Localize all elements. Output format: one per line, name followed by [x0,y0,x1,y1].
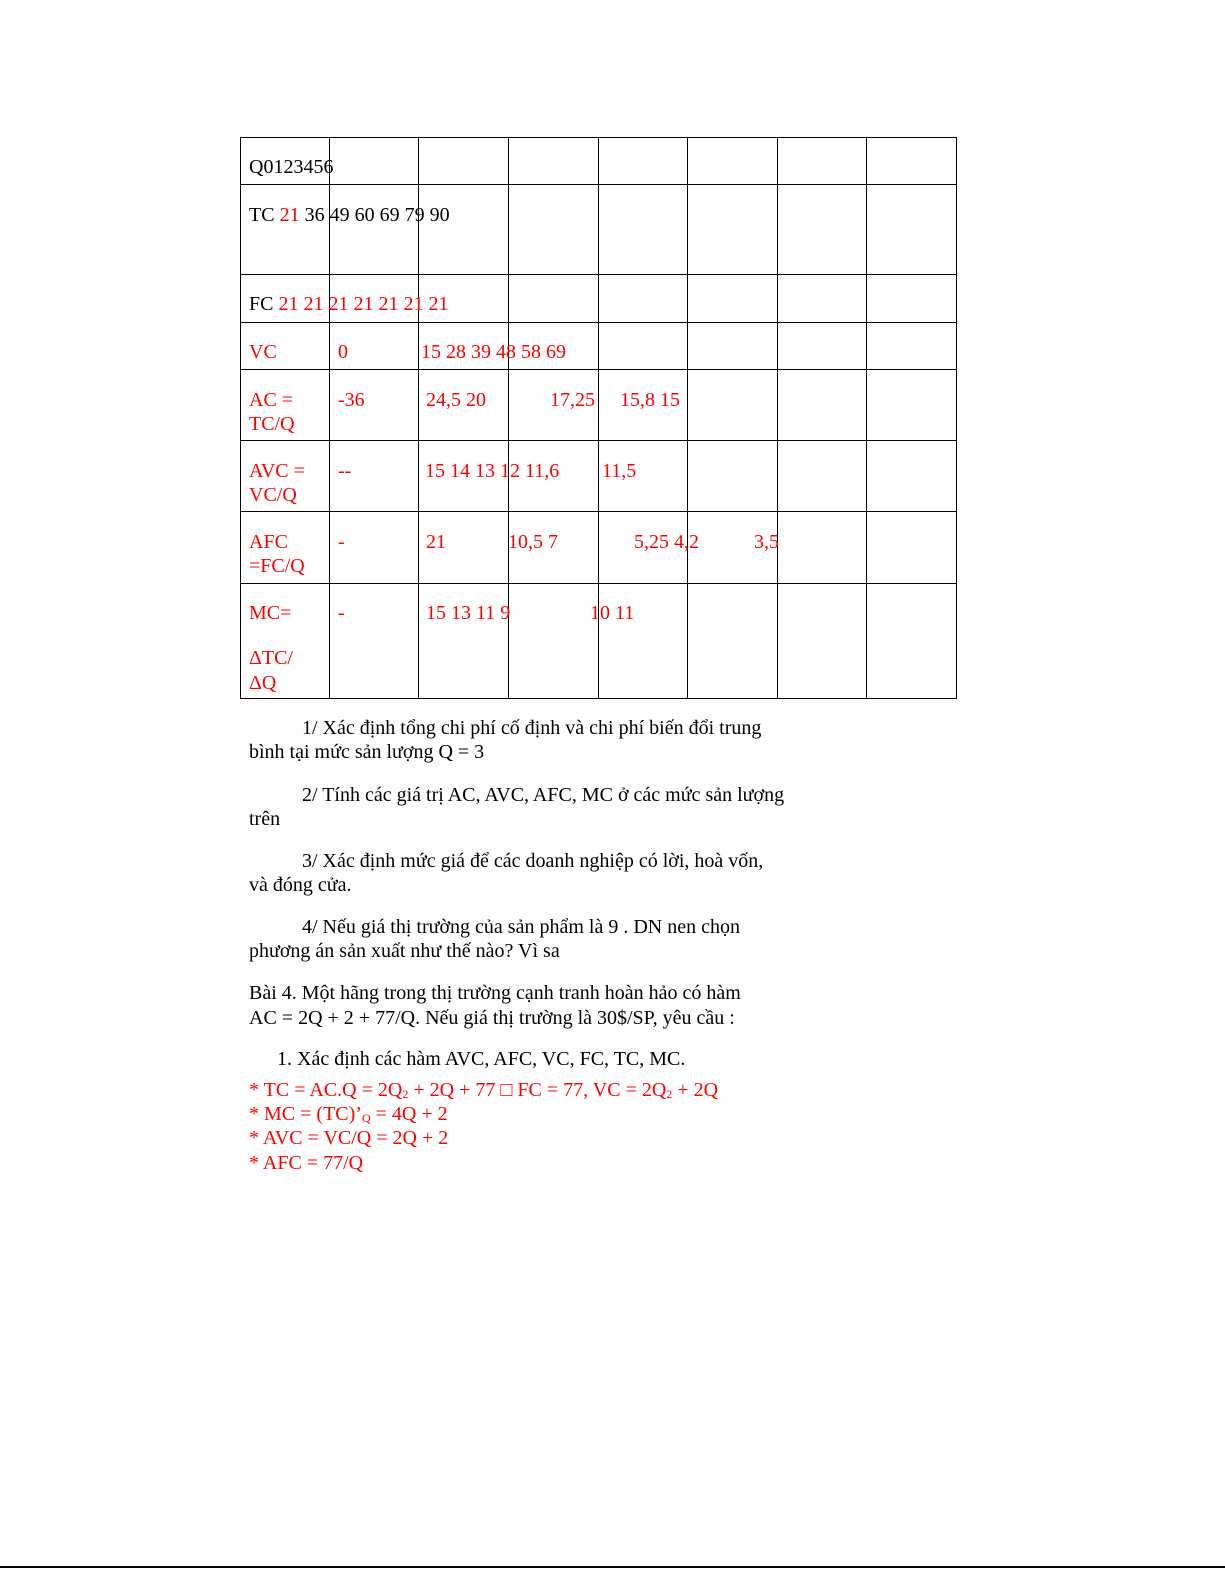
row-tc-values: 36 49 60 69 79 90 [304,204,450,226]
question-3-line-1: 3/ Xác định mức giá để các doanh nghiệp có lời, hoà vốn, [302,850,764,872]
answer-mc-sub: Q [361,1111,371,1125]
row-fc-values: 21 21 21 21 21 21 21 [278,293,449,315]
row-avc-label-2: VC/Q [249,484,297,506]
answer-avc: * AVC = VC/Q = 2Q + 2 [249,1127,449,1149]
question-3-line-2: và đóng cửa. [249,874,352,896]
answer-tc-sub-1: 2 [402,1087,409,1101]
row-afc-label-2: =FC/Q [249,555,305,577]
answer-tc-part-3: + 2Q [672,1079,719,1101]
answer-tc-part-1: * TC = AC.Q = 2Q [249,1079,403,1101]
exercise-item-1: 1. Xác định các hàm AVC, AFC, VC, FC, TC, MC. [277,1048,686,1070]
row-mc-label-3: ΔQ [249,672,277,694]
row-tc-first: 21 [279,204,300,226]
page-bottom-rule [0,1566,1225,1568]
table-col-divider [866,137,867,699]
row-fc-label: FC [249,293,274,315]
question-2-line-1: 2/ Tính các giá trị AC, AVC, AFC, MC ở các mức sản lượng [302,784,785,806]
exercise-title-line-2: AC = 2Q + 2 + 77/Q. Nếu giá thị trường là 30$/SP, yêu cầu : [249,1007,735,1029]
row-q-text: Q0123456 [249,156,334,178]
answer-mc-part-1: * MC = (TC)’ [249,1103,362,1125]
row-afc-c2: 21 [426,531,446,553]
row-tc-label: TC [249,204,275,226]
row-vc-label: VC [249,341,277,363]
table-col-divider [687,137,688,699]
question-4-line-2: phương án sản xuất như thế nào? Vì sa [249,940,560,962]
row-afc-label: AFC [249,531,288,553]
question-2-line-2: trên [249,808,281,830]
row-afc-c1: - [338,531,345,553]
answer-mc [249,1102,448,1128]
row-mc-label-2: ΔTC/ [249,647,293,669]
row-mc-label: MC= [249,602,292,624]
question-1-line-2: bình tại mức sản lượng Q = 3 [249,741,485,763]
row-ac-label: AC = [249,389,294,411]
row-mc-c1: - [338,602,345,624]
answer-afc: * AFC = 77/Q [249,1152,364,1174]
row-ac-c4: 15,8 15 [620,389,680,411]
row-tc [249,203,450,227]
answer-tc-part-2: + 2Q + 77 □ FC = 77, VC = 2Q [408,1079,667,1101]
row-avc-c3: 11,5 [602,460,637,482]
answer-tc-sub-2: 2 [666,1087,673,1101]
question-4-line-1: 4/ Nếu giá thị trường của sản phẩm là 9 . DN nen chọn [302,916,740,938]
answer-tc [249,1078,718,1104]
row-avc-c1: -- [338,460,352,482]
table-border [956,137,957,699]
table-col-divider [777,137,778,699]
row-avc-c2: 15 14 13 12 11,6 [425,460,560,482]
row-avc-label: AVC = [249,460,305,482]
row-afc-c3: 10,5 7 [508,531,558,553]
exercise-title-line-1: Bài 4. Một hãng trong thị trường cạnh tranh hoàn hảo có hàm [249,982,741,1004]
row-ac-label-2: TC/Q [249,413,295,435]
row-ac-c3: 17,25 [550,389,595,411]
row-mc-c3: 10 11 [590,602,635,624]
row-mc-c2: 15 13 11 9 [426,602,511,624]
row-afc-c4: 5,25 4,2 [634,531,699,553]
answer-mc-part-2: = 4Q + 2 [370,1103,448,1125]
row-vc-c2: 15 28 39 48 58 69 [421,341,566,363]
question-1-line-1: 1/ Xác định tổng chi phí cố định và chi phí biến đổi trung [302,717,762,739]
row-vc-c1: 0 [338,341,348,363]
row-ac-c2: 24,5 20 [426,389,486,411]
row-ac-c1: -36 [338,389,365,411]
row-afc-c5: 3,5 [754,531,779,553]
table-border [240,137,241,699]
row-fc [249,292,448,316]
